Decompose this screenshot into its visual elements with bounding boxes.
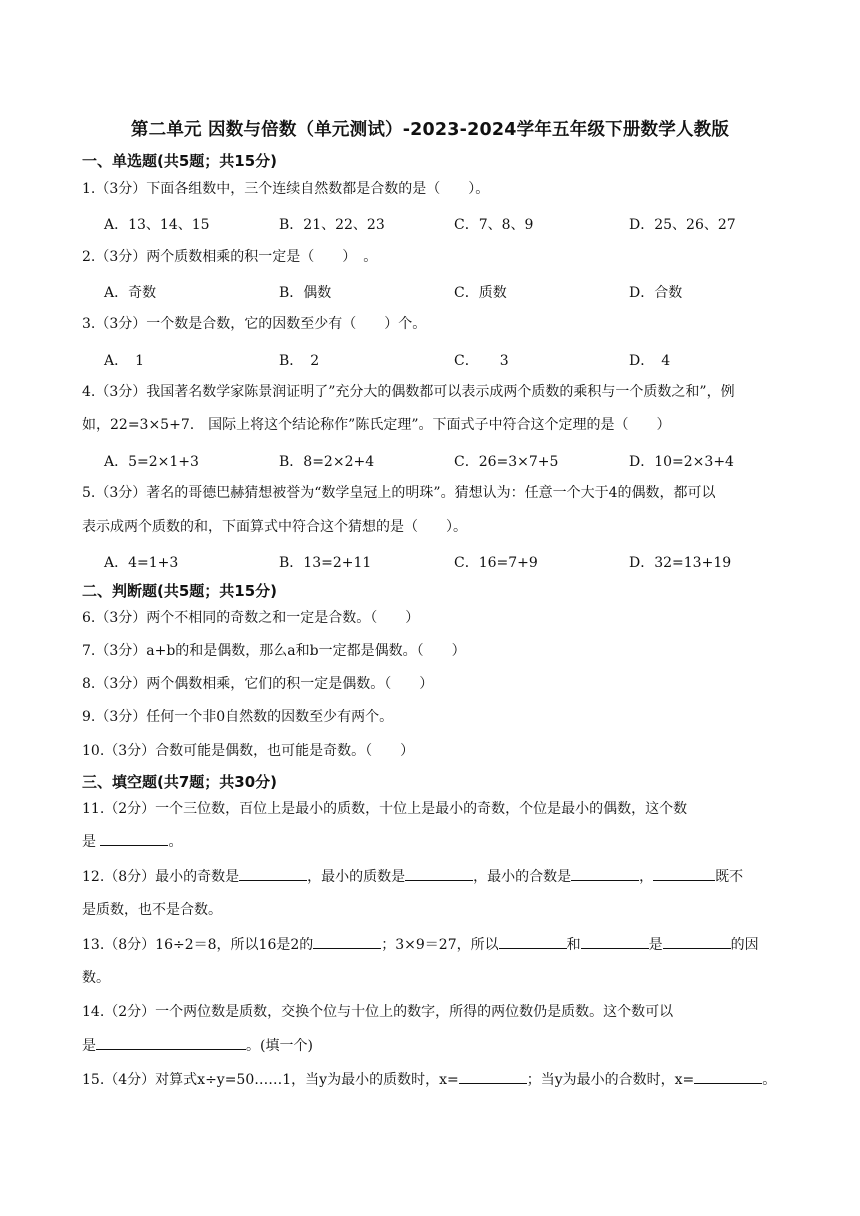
question-1-options [104, 214, 824, 236]
option-d[interactable]: D． 4 [629, 353, 671, 369]
question-13-text-e: 的因 [730, 937, 759, 953]
answer-blank[interactable] [653, 866, 715, 881]
question-15 [82, 1064, 812, 1097]
answer-blank[interactable] [459, 1069, 527, 1084]
question-9: 9.（3分）任何一个非0自然数的因数至少有两个。 [82, 709, 394, 725]
answer-blank[interactable] [663, 934, 731, 949]
question-4-line-2: 如，22=3×5+7. 国际上将这个结论称作”陈氏定理”。下面式子中符合这个定理的是（ ） [82, 417, 671, 433]
option-b[interactable]: B． 2 [279, 353, 320, 369]
question-12-line-1 [82, 861, 812, 894]
option-a[interactable]: A．奇数 [104, 285, 157, 301]
question-11-prefix: 是 [82, 834, 101, 850]
question-3-options [104, 350, 824, 372]
question-15-text-c: 。 [762, 1072, 777, 1088]
option-b[interactable]: B．21、22、23 [279, 217, 385, 233]
option-b[interactable]: B．偶数 [279, 285, 332, 301]
answer-blank[interactable] [405, 866, 473, 881]
question-6: 6.（3分）两个不相同的奇数之和一定是合数。（ ） [82, 610, 420, 626]
option-d[interactable]: D．25、26、27 [629, 217, 736, 233]
question-15-text-b: ；当y为最小的合数时，x= [526, 1072, 695, 1088]
option-c[interactable]: C．质数 [454, 285, 507, 301]
option-d[interactable]: D．10=2×3+4 [629, 454, 734, 470]
question-12-text-c: ，最小的合数是 [473, 869, 572, 885]
section-heading-single-choice: 一、单选题(共5题；共15分) [82, 152, 278, 170]
question-12-text-d: ， [639, 869, 654, 885]
question-5-line-1: 5.（3分）著名的哥德巴赫猜想被誉为“数学皇冠上的明珠”。猜想认为：任意一个大于4的偶数，都可以 [82, 485, 716, 501]
answer-blank[interactable] [96, 1035, 246, 1050]
answer-blank[interactable] [571, 866, 639, 881]
question-13-text-b: ；3×9＝27，所以 [381, 937, 499, 953]
question-5-options [104, 552, 824, 574]
question-14-line-2 [82, 1030, 812, 1063]
option-c[interactable]: C．26=3×7+5 [454, 454, 559, 470]
question-4-line-1: 4.（3分）我国著名数学家陈景润证明了”充分大的偶数都可以表示成两个质数的乘积与一个质数之和”，例 [82, 384, 735, 400]
option-d[interactable]: D．32=13+19 [629, 555, 732, 571]
option-b[interactable]: B．8=2×2+4 [279, 454, 375, 470]
question-2: 2.（3分）两个质数相乘的积一定是（ ） 。 [82, 249, 378, 265]
question-10: 10.（3分）合数可能是偶数，也可能是奇数。（ ） [82, 743, 415, 759]
answer-blank[interactable] [100, 831, 168, 846]
section-heading-fill-blank: 三、填空题(共7题；共30分) [82, 773, 278, 791]
question-4-options [104, 451, 824, 473]
question-11-line-2 [82, 826, 812, 859]
question-8: 8.（3分）两个偶数相乘，它们的积一定是偶数。（ ） [82, 676, 434, 692]
question-15-text-a: 15.（4分）对算式x÷y=50……1，当y为最小的质数时，x= [82, 1072, 459, 1088]
page-title: 第二单元 因数与倍数（单元测试）-2023-2024学年五年级下册数学人教版 [130, 120, 730, 140]
answer-blank[interactable] [499, 934, 567, 949]
question-14-suffix: 。(填一个) [246, 1038, 313, 1054]
option-c[interactable]: C．16=7+9 [454, 555, 538, 571]
option-a[interactable]: A．5=2×1+3 [104, 454, 199, 470]
option-b[interactable]: B．13=2+11 [279, 555, 372, 571]
question-14-line-1: 14.（2分）一个两位数是质数，交换个位与十位上的数字，所得的两位数仍是质数。这个数可以 [82, 1004, 674, 1020]
question-5-line-2: 表示成两个质数的和，下面算式中符合这个猜想的是（ ）。 [82, 519, 467, 535]
question-12-text-a: 12.（8分）最小的奇数是 [82, 869, 240, 885]
question-13-text-c: 和 [566, 937, 581, 953]
question-13-text-a: 13.（8分）16÷2＝8，所以16是2的 [82, 937, 314, 953]
answer-blank[interactable] [694, 1069, 762, 1084]
question-12-text-b: ，最小的质数是 [307, 869, 406, 885]
question-13-text-d: 是 [648, 937, 663, 953]
option-a[interactable]: A．4=1+3 [104, 555, 179, 571]
question-11-suffix: 。 [168, 834, 183, 850]
option-a[interactable]: A． 1 [104, 353, 145, 369]
option-d[interactable]: D．合数 [629, 285, 683, 301]
question-2-options [104, 282, 824, 304]
option-c[interactable]: C．7、8、9 [454, 217, 534, 233]
answer-blank[interactable] [239, 866, 307, 881]
question-7: 7.（3分）a+b的和是偶数，那么a和b一定都是偶数。（ ） [82, 643, 466, 659]
answer-blank[interactable] [581, 934, 649, 949]
question-3: 3.（3分）一个数是合数，它的因数至少有（ ）个。 [82, 316, 427, 332]
question-11-line-1: 11.（2分）一个三位数，百位上是最小的质数，十位上是最小的奇数，个位是最小的偶数，这个数 [82, 801, 688, 817]
option-a[interactable]: A．13、14、15 [104, 217, 210, 233]
question-14-prefix: 是 [82, 1038, 96, 1054]
answer-blank[interactable] [313, 934, 381, 949]
question-1: 1.（3分）下面各组数中，三个连续自然数都是合数的是（ ）。 [82, 181, 490, 197]
section-heading-true-false: 二、判断题(共5题；共15分) [82, 582, 278, 600]
option-c[interactable]: C． 3 [454, 353, 509, 369]
question-12-line-2: 是质数，也不是合数。 [82, 902, 222, 918]
question-12-text-e: 既不 [715, 869, 744, 885]
question-13-line-1 [82, 929, 812, 962]
question-13-line-2: 数。 [82, 970, 110, 986]
